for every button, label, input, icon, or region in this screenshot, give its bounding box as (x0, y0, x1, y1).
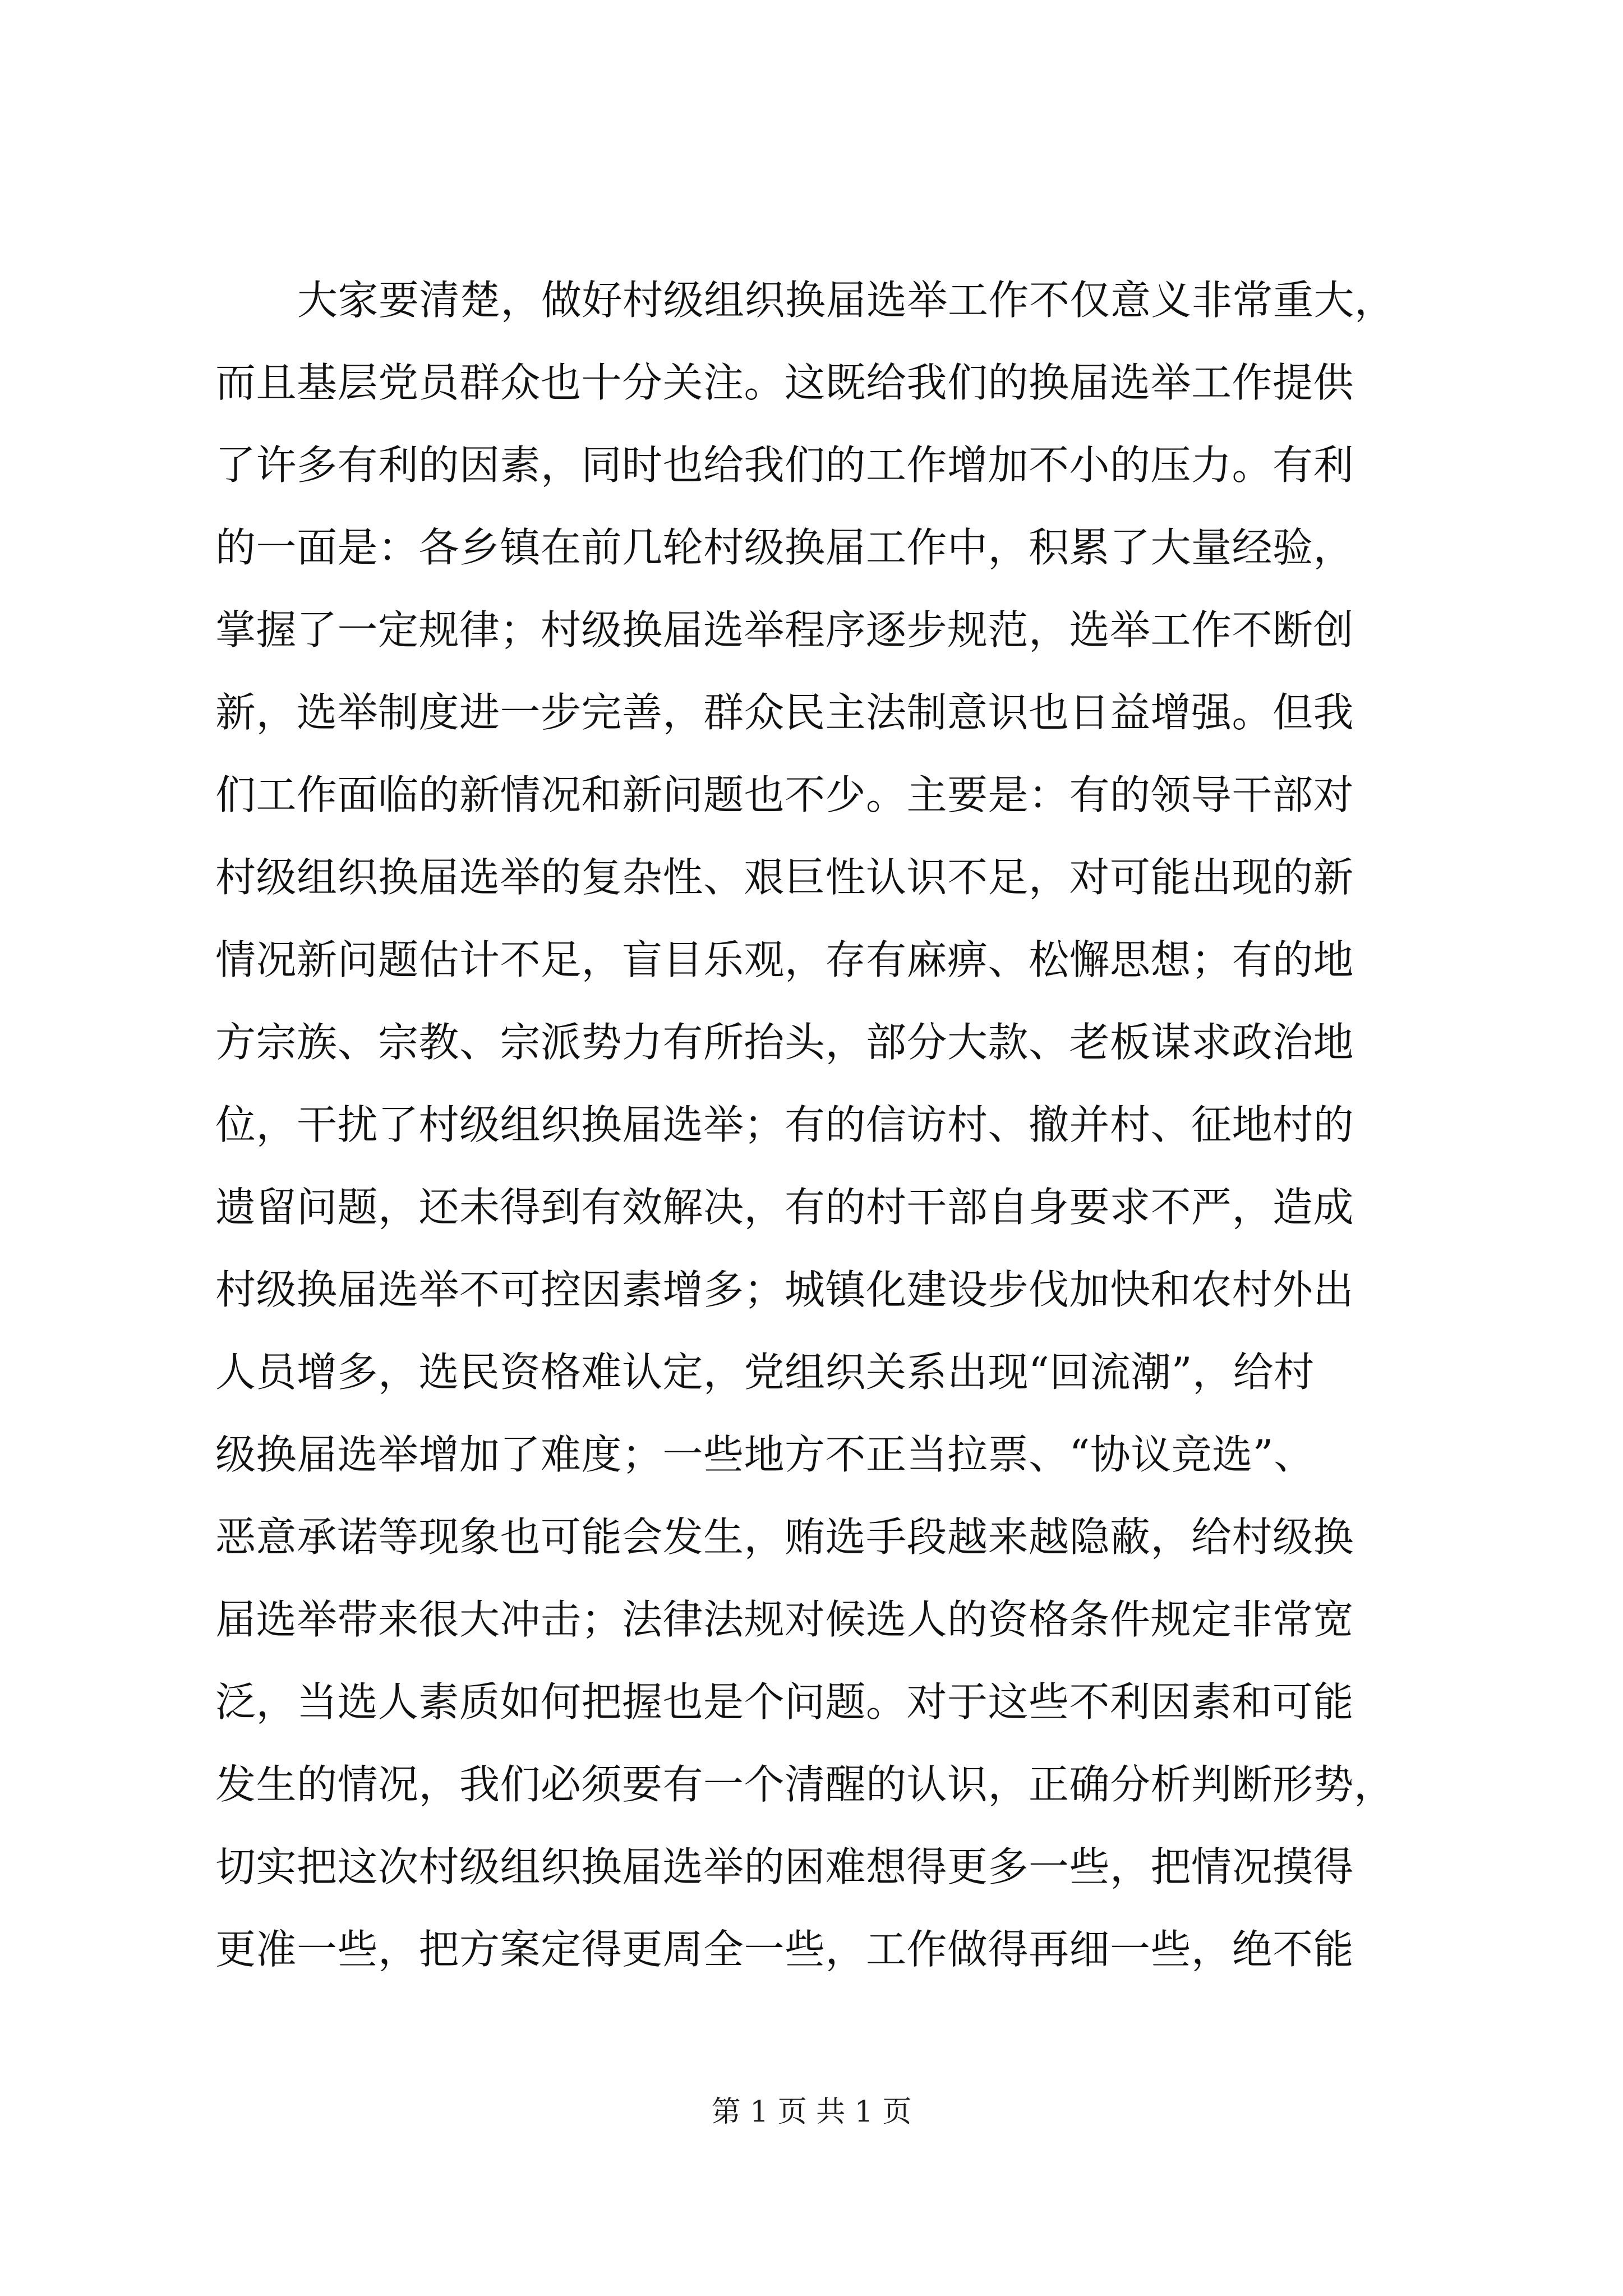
body-paragraph (215, 259, 1427, 1991)
text-line: 村级组织换届选举的复杂性、艰巨性认识不足，对可能出现的新 (215, 854, 1354, 901)
text-line: 更准一些，把方案定得更周全一些，工作做得再细一些，绝不能 (215, 1926, 1354, 1973)
text-line: 情况新问题估计不足，盲目乐观，存有麻痹、松懈思想；有的地 (215, 936, 1354, 983)
text-line: 发生的情况，我们必须要有一个清醒的认识，正确分析判断形势， (215, 1761, 1395, 1808)
text-line: 们工作面临的新情况和新问题也不少。主要是：有的领导干部对 (215, 771, 1354, 818)
text-line: 新，选举制度进一步完善，群众民主法制意识也日益增强。但我 (215, 689, 1354, 736)
text-line: 恶意承诺等现象也可能会发生，贿选手段越来越隐蔽，给村级换 (215, 1513, 1354, 1561)
text-line: 级换届选举增加了难度；一些地方不正当拉票、“协议竞选”、 (215, 1431, 1315, 1478)
text-line: 遗留问题，还未得到有效解决，有的村干部自身要求不严，造成 (215, 1184, 1354, 1231)
text-line: 而且基层党员群众也十分关注。这既给我们的换届选举工作提供 (215, 359, 1354, 406)
text-line: 大家要清楚，做好村级组织换届选举工作不仅意义非常重大， (297, 277, 1395, 324)
text-line: 泛，当选人素质如何把握也是个问题。对于这些不利因素和可能 (215, 1678, 1354, 1726)
text-line: 的一面是：各乡镇在前几轮村级换届工作中，积累了大量经验， (215, 524, 1354, 571)
text-line: 届选举带来很大冲击；法律法规对候选人的资格条件规定非常宽 (215, 1596, 1354, 1643)
text-line: 了许多有利的因素，同时也给我们的工作增加不小的压力。有利 (215, 441, 1354, 489)
text-line: 切实把这次村级组织换届选举的困难想得更多一些，把情况摸得 (215, 1843, 1354, 1890)
text-line: 村级换届选举不可控因素增多；城镇化建设步伐加快和农村外出 (215, 1266, 1354, 1313)
text-line: 方宗族、宗教、宗派势力有所抬头，部分大款、老板谋求政治地 (215, 1019, 1354, 1066)
page-number-footer: 第 1 页 共 1 页 (711, 2095, 912, 2129)
text-line: 人员增多，选民资格难认定，党组织关系出现“回流潮”，给村 (215, 1349, 1315, 1396)
text-line: 掌握了一定规律；村级换届选举程序逐步规范，选举工作不断创 (215, 606, 1354, 654)
text-line: 位，干扰了村级组织换届选举；有的信访村、撤并村、征地村的 (215, 1101, 1354, 1148)
